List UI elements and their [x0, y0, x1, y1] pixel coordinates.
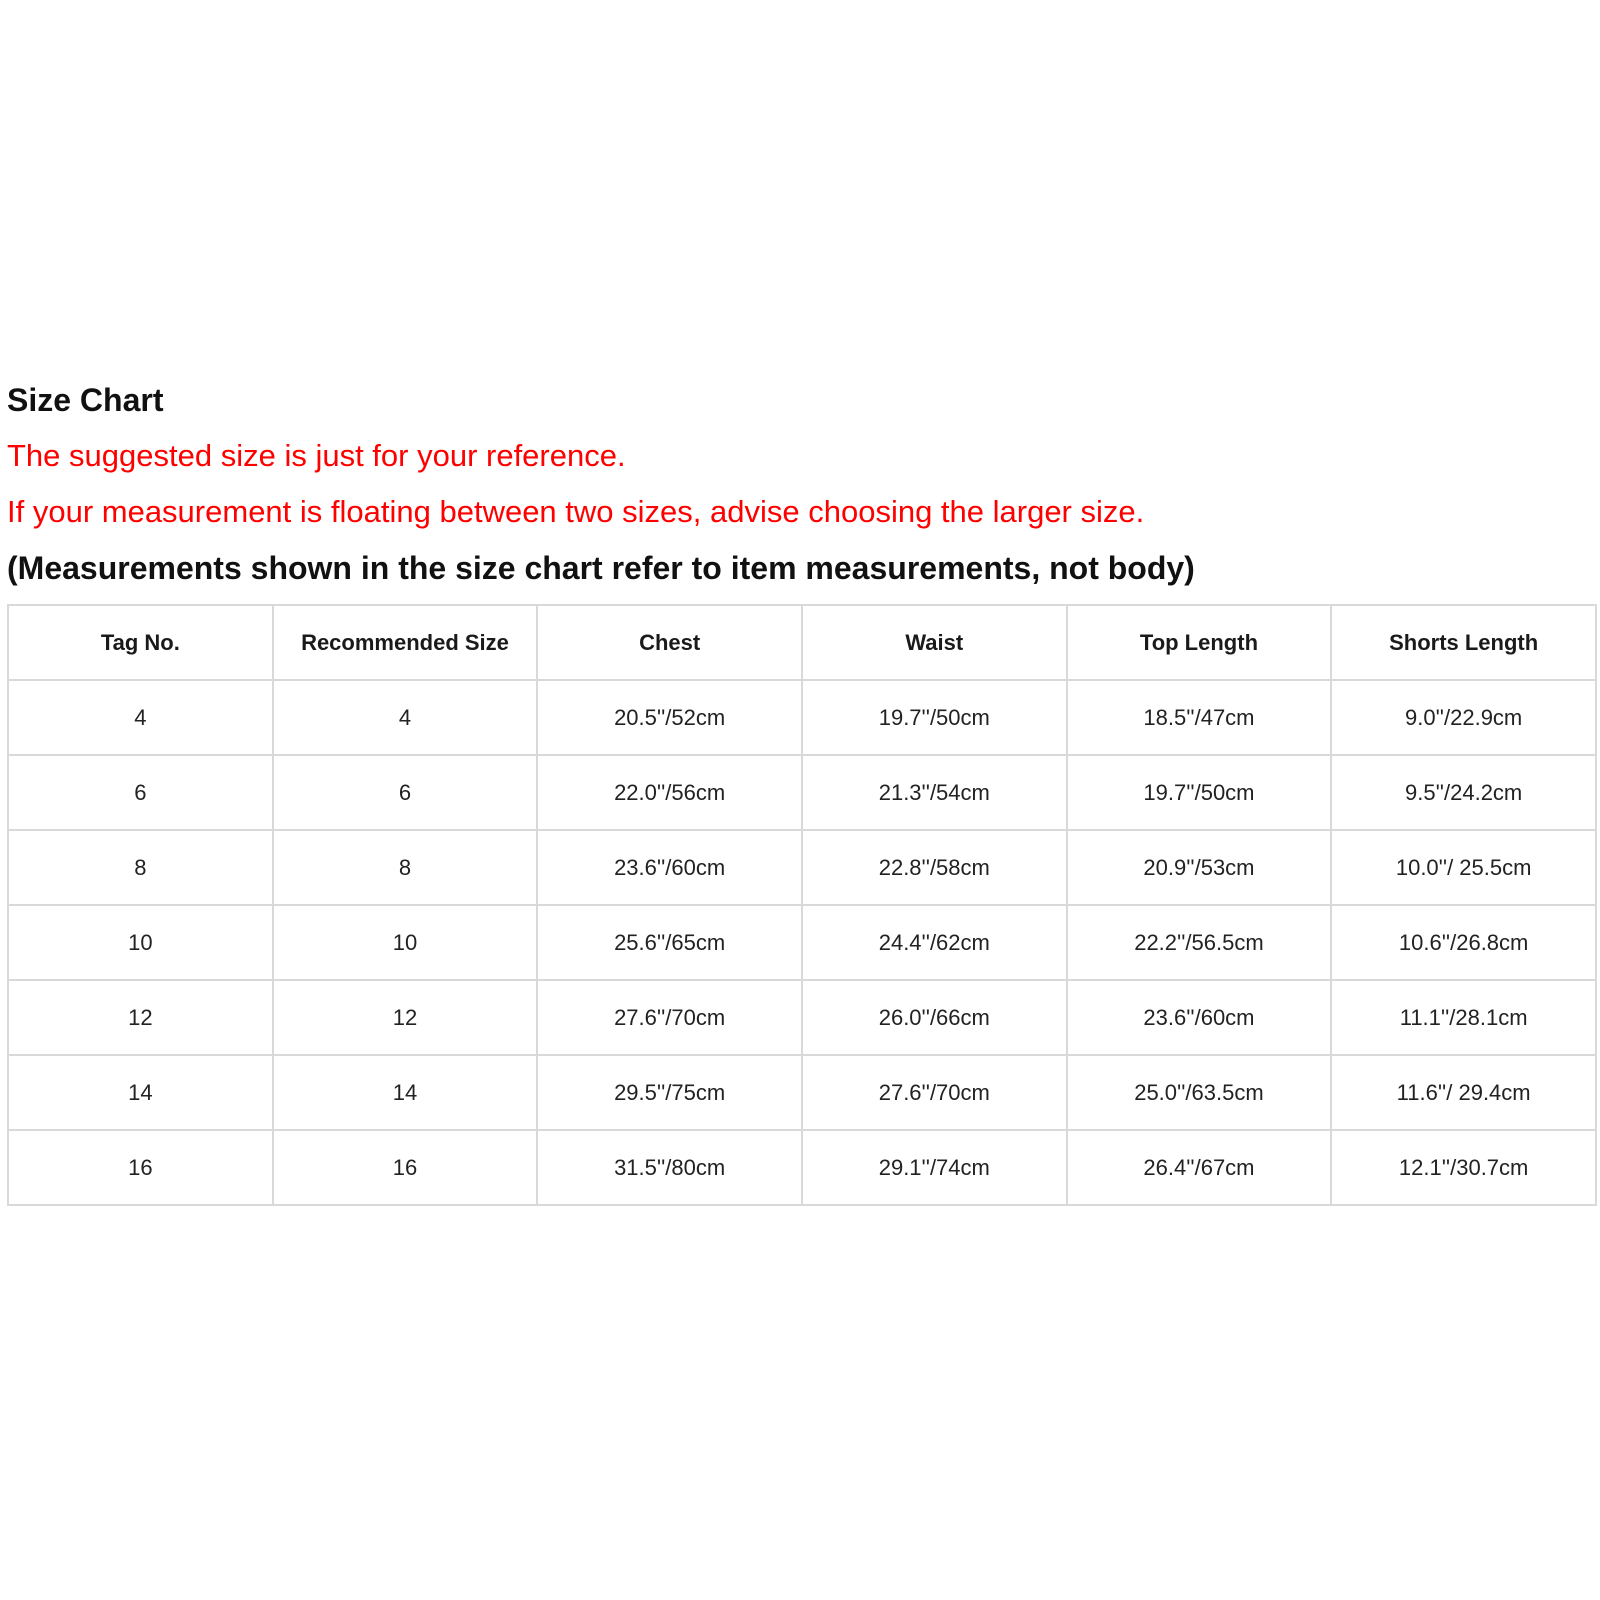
- cell-recommended-size: 10: [273, 905, 538, 980]
- cell-top-length: 18.5''/47cm: [1067, 680, 1332, 755]
- cell-waist: 27.6''/70cm: [802, 1055, 1067, 1130]
- cell-shorts-length: 9.5''/24.2cm: [1331, 755, 1596, 830]
- table-row: [8, 980, 1596, 1055]
- table-row: [8, 830, 1596, 905]
- size-chart-section: [7, 372, 1597, 1206]
- cell-recommended-size: 4: [273, 680, 538, 755]
- cell-top-length: 22.2''/56.5cm: [1067, 905, 1332, 980]
- cell-recommended-size: 14: [273, 1055, 538, 1130]
- cell-waist: 21.3''/54cm: [802, 755, 1067, 830]
- cell-waist: 26.0''/66cm: [802, 980, 1067, 1055]
- header-recommended-size: Recommended Size: [273, 605, 538, 680]
- cell-waist: 29.1''/74cm: [802, 1130, 1067, 1205]
- cell-chest: 27.6''/70cm: [537, 980, 802, 1055]
- cell-tag-no: 12: [8, 980, 273, 1055]
- cell-shorts-length: 10.0''/ 25.5cm: [1331, 830, 1596, 905]
- cell-tag-no: 10: [8, 905, 273, 980]
- table-row: [8, 1130, 1596, 1205]
- cell-waist: 22.8''/58cm: [802, 830, 1067, 905]
- cell-shorts-length: 11.1''/28.1cm: [1331, 980, 1596, 1055]
- cell-tag-no: 8: [8, 830, 273, 905]
- cell-chest: 25.6''/65cm: [537, 905, 802, 980]
- table-row: [8, 755, 1596, 830]
- cell-recommended-size: 8: [273, 830, 538, 905]
- header-waist: Waist: [802, 605, 1067, 680]
- header-top-length: Top Length: [1067, 605, 1332, 680]
- header-chest: Chest: [537, 605, 802, 680]
- measurement-disclaimer: (Measurements shown in the size chart refer to item measurements, not body): [7, 550, 1195, 586]
- cell-recommended-size: 16: [273, 1130, 538, 1205]
- cell-top-length: 23.6''/60cm: [1067, 980, 1332, 1055]
- cell-tag-no: 4: [8, 680, 273, 755]
- cell-chest: 20.5''/52cm: [537, 680, 802, 755]
- cell-chest: 23.6''/60cm: [537, 830, 802, 905]
- cell-shorts-length: 10.6''/26.8cm: [1331, 905, 1596, 980]
- reference-note: The suggested size is just for your reference.: [7, 438, 626, 473]
- header-shorts-length: Shorts Length: [1331, 605, 1596, 680]
- cell-chest: 29.5''/75cm: [537, 1055, 802, 1130]
- table-row: [8, 1055, 1596, 1130]
- cell-top-length: 25.0''/63.5cm: [1067, 1055, 1332, 1130]
- cell-chest: 31.5''/80cm: [537, 1130, 802, 1205]
- cell-recommended-size: 6: [273, 755, 538, 830]
- cell-waist: 19.7''/50cm: [802, 680, 1067, 755]
- cell-top-length: 19.7''/50cm: [1067, 755, 1332, 830]
- cell-top-length: 26.4''/67cm: [1067, 1130, 1332, 1205]
- cell-recommended-size: 12: [273, 980, 538, 1055]
- size-table: [7, 604, 1597, 1206]
- table-row: [8, 680, 1596, 755]
- cell-shorts-length: 9.0''/22.9cm: [1331, 680, 1596, 755]
- cell-waist: 24.4''/62cm: [802, 905, 1067, 980]
- cell-top-length: 20.9''/53cm: [1067, 830, 1332, 905]
- cell-tag-no: 16: [8, 1130, 273, 1205]
- page-title: Size Chart: [7, 382, 164, 418]
- larger-size-note: If your measurement is floating between two sizes, advise choosing the larger size.: [7, 494, 1145, 529]
- cell-chest: 22.0''/56cm: [537, 755, 802, 830]
- cell-tag-no: 6: [8, 755, 273, 830]
- table-row: [8, 905, 1596, 980]
- cell-shorts-length: 11.6''/ 29.4cm: [1331, 1055, 1596, 1130]
- cell-shorts-length: 12.1''/30.7cm: [1331, 1130, 1596, 1205]
- header-tag-no: Tag No.: [8, 605, 273, 680]
- cell-tag-no: 14: [8, 1055, 273, 1130]
- table-header-row: [8, 605, 1596, 680]
